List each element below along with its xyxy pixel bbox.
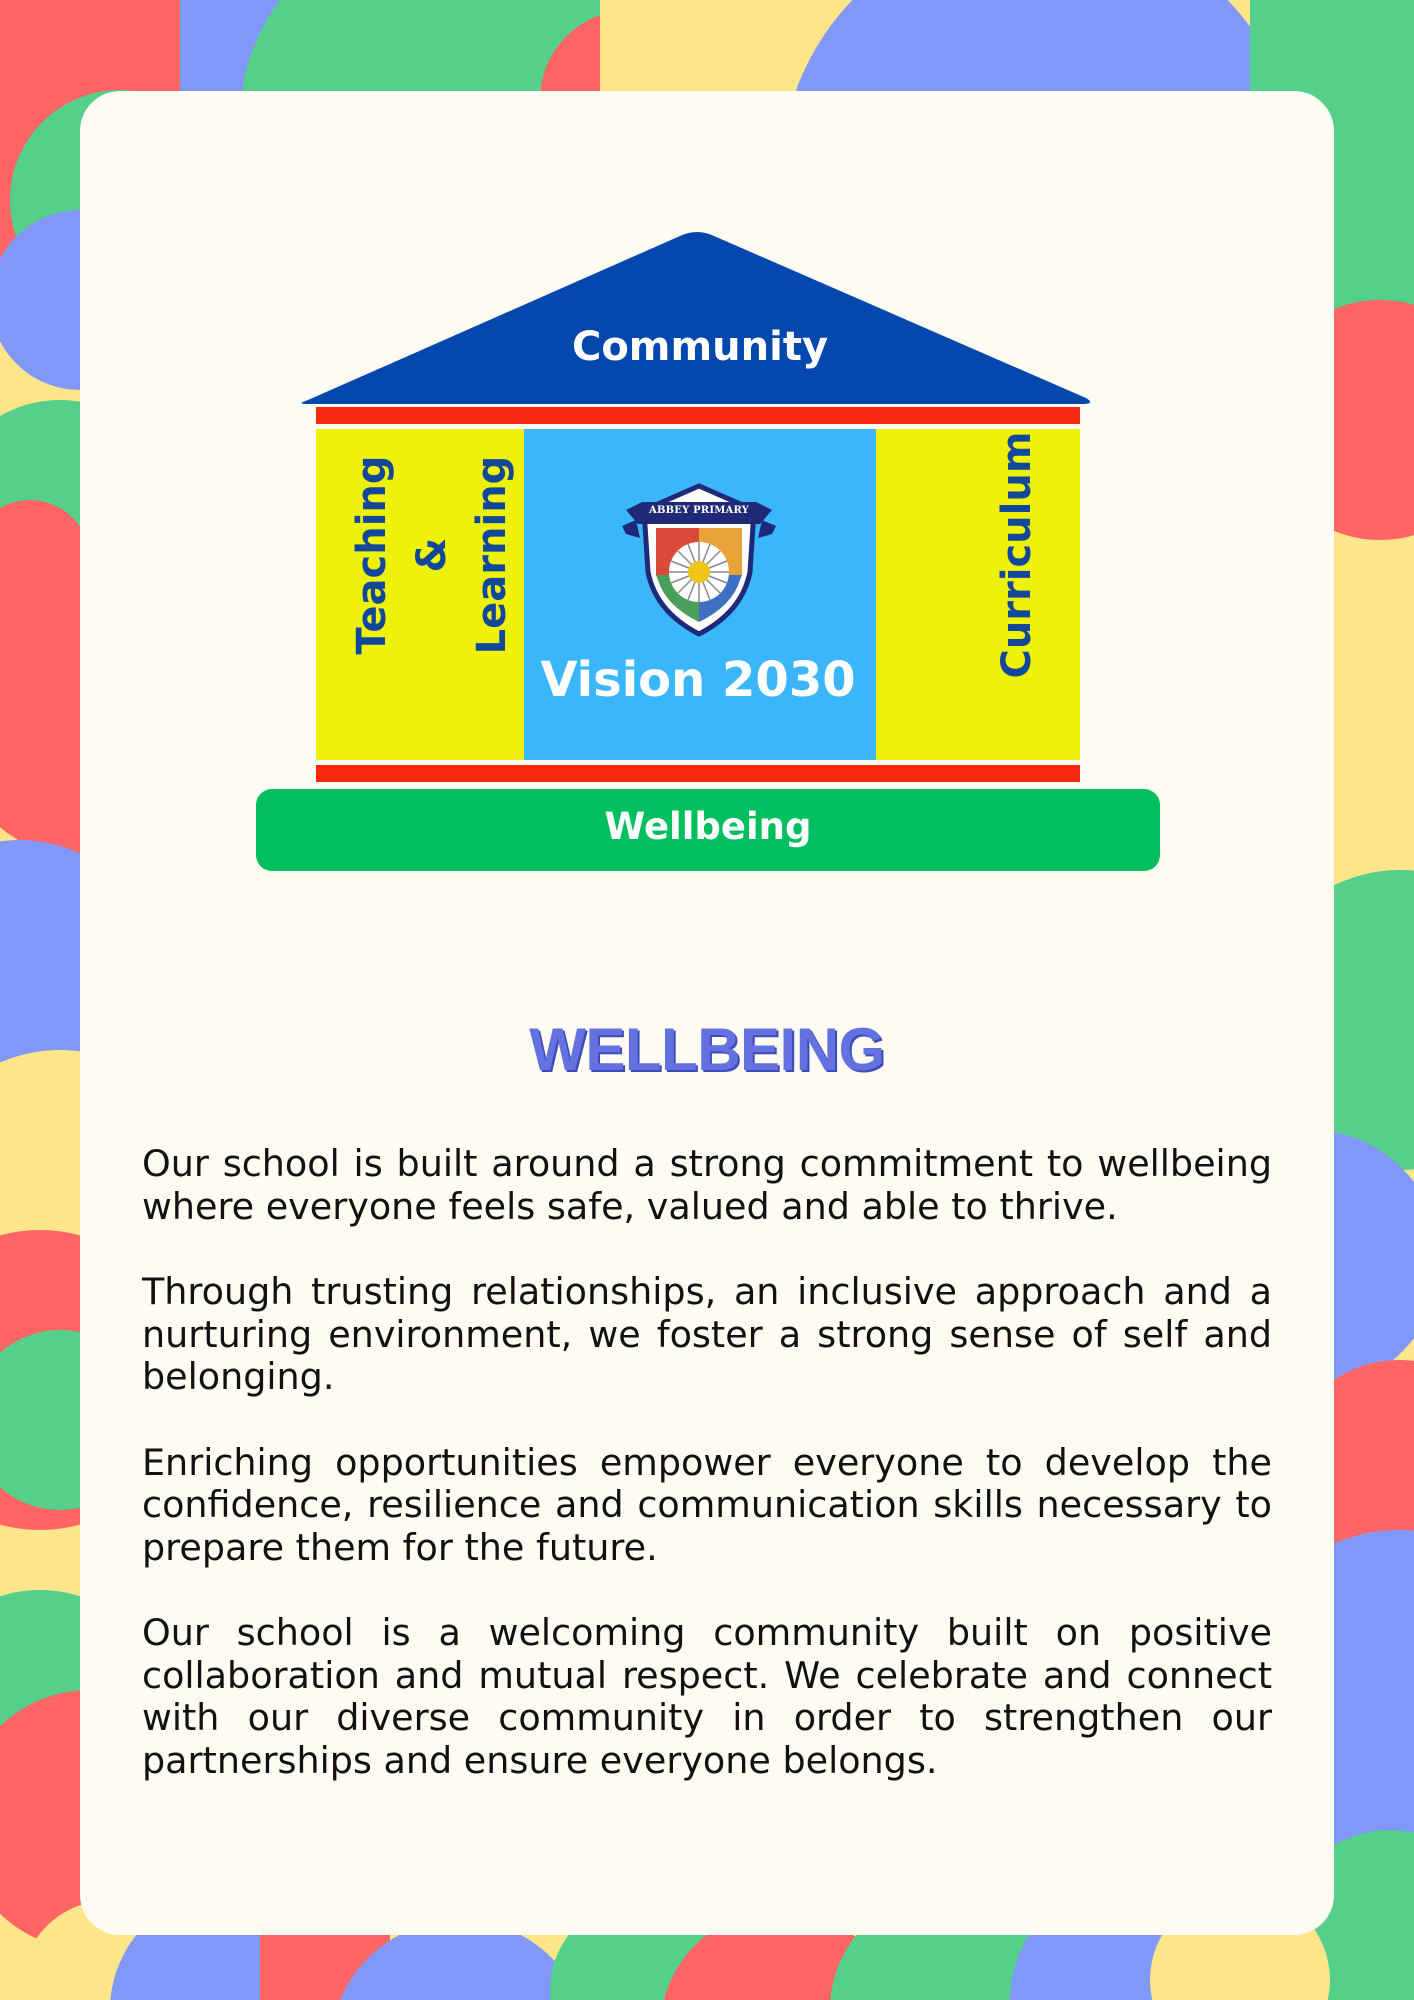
paragraph: Our school is a welcoming community built on positive collaboration and mutual respect. We celebrate and connect with our diverse community in order to strengthen our partnerships and ensure everyone belongs. <box>142 1611 1272 1782</box>
crest-banner-text: ABBEY PRIMARY <box>649 505 749 516</box>
paragraph: Our school is built around a strong commitment to wellbeing where everyone feels safe, valued and able to thrive. <box>142 1142 1272 1228</box>
ampersand-label: & <box>409 537 455 573</box>
paragraph: Enriching opportunities empower everyone to develop the confidence, resilience and communication skills necessary to prepare them for the future. <box>142 1440 1272 1569</box>
paragraph: Through trusting relationships, an inclusive approach and a nurturing environment, we foster a strong sense of self and belonging. <box>142 1270 1272 1398</box>
learning-label: Learning <box>469 455 515 655</box>
vision-label: Vision 2030 <box>540 652 856 708</box>
curriculum-label: Curriculum <box>994 431 1040 679</box>
school-crest-logo <box>622 480 776 640</box>
roof-label: Community <box>571 324 829 370</box>
vision-house-diagram <box>250 232 1170 882</box>
teaching-label: Teaching <box>349 455 395 655</box>
body-text <box>142 1143 1272 1825</box>
base-label: Wellbeing <box>604 805 812 848</box>
section-heading: WELLBEING <box>529 1016 885 1083</box>
roof-shape <box>301 232 1090 404</box>
bottom-stripe <box>316 765 1080 782</box>
top-stripe <box>316 407 1080 424</box>
right-pillar <box>876 429 1080 760</box>
